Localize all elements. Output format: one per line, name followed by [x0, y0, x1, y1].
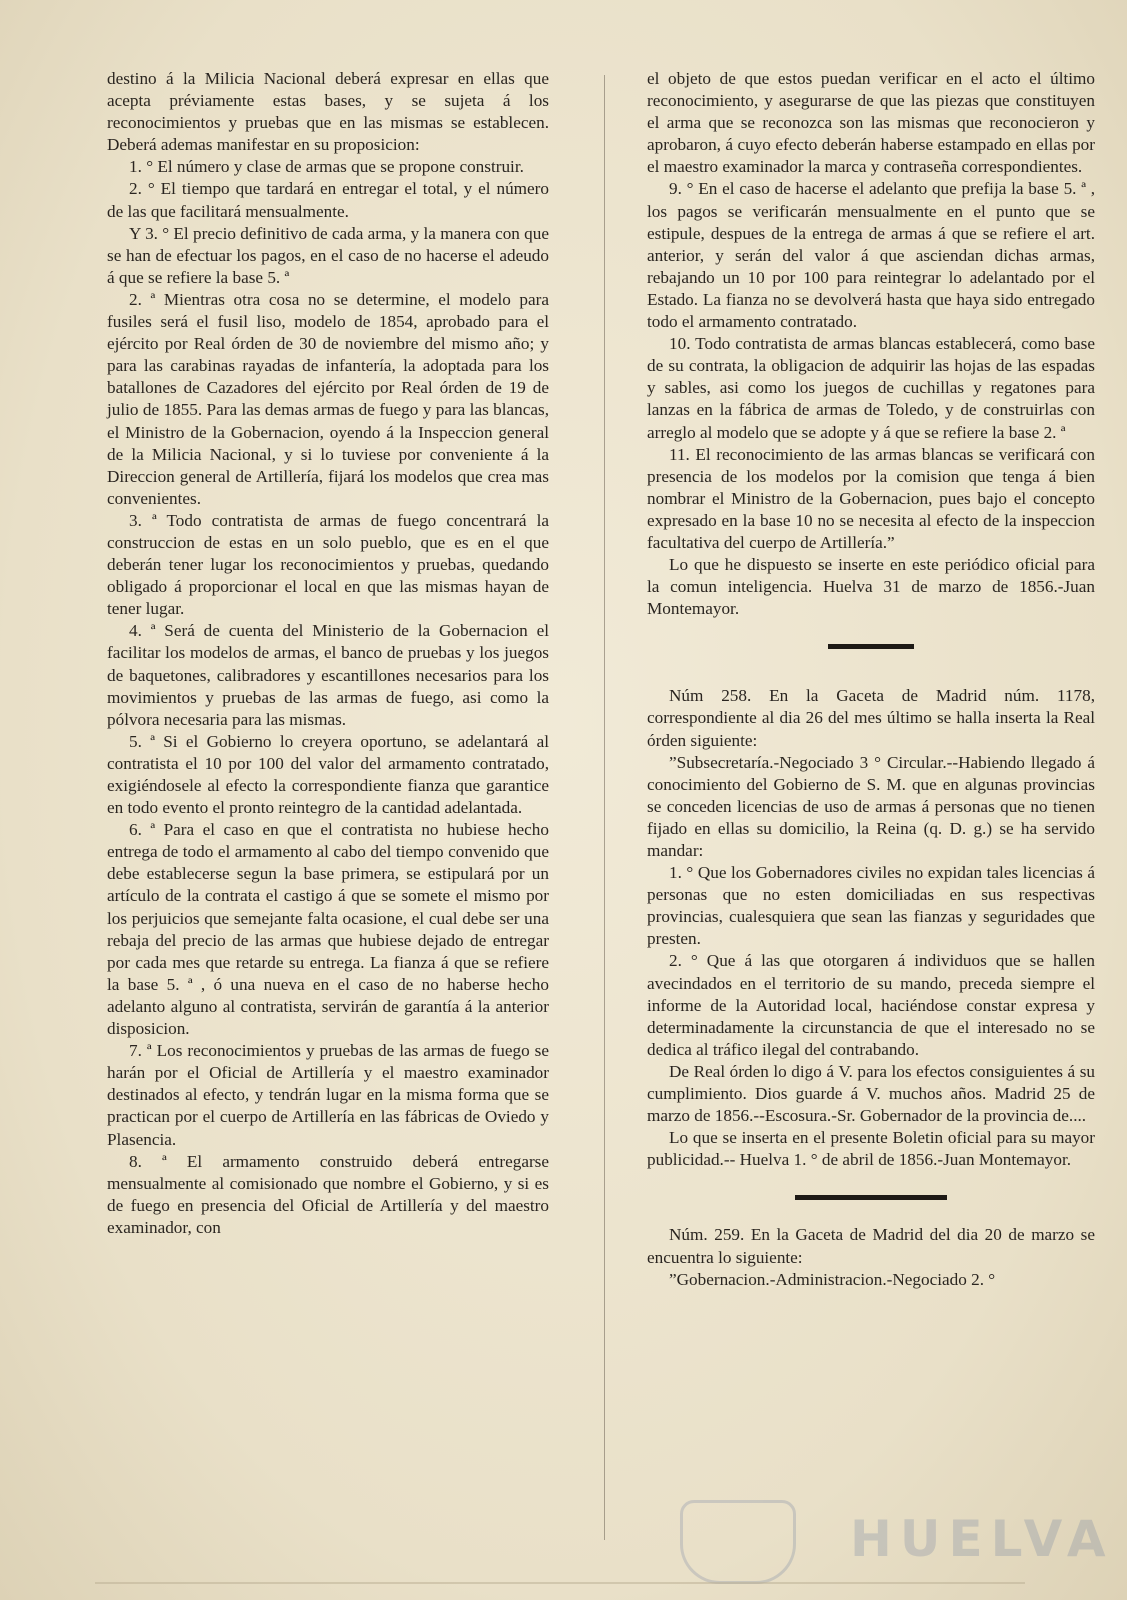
paragraph: Núm 258. En la Gaceta de Madrid núm. 1178, correspondiente al dia 26 del mes último se halla inserta la Real órden siguiente:: [647, 686, 1095, 750]
paragraph: 6. ª Para el caso en que el contratista no hubiese hecho entrega de todo el armamento al cabo del tiempo convenido que debe establecerse segun la base primera, se estipulará por un artículo de la contrata el castigo á que se somete el mismo por los perjuicios que semejante falta ocasione, el cual debe ser una rebaja del precio de las armas que hubiese dejado de entregar por cada mes que retarde su entrega. La fianza á que se refiere la base 5. ª , ó una nueva en el caso de no haberse hecho adelanto alguno al contratista, servirán de garantía á la anterior disposicion.: [107, 820, 549, 1039]
paragraph: Lo que se inserta en el presente Boletin oficial para su mayor publicidad.-- Huelva 1. ° de abril de 1856.-Juan Montemayor.: [647, 1128, 1095, 1170]
paragraph: 8. ª El armamento construido deberá entregarse mensualmente al comisionado que nombre el Gobierno, y si es de fuego en presencia del Oficial de Artillería y del maestro examinador, con: [107, 1151, 549, 1237]
watermark-text: HUELVA: [850, 1510, 1114, 1568]
left-column: [107, 68, 549, 1239]
paragraph: 7. ª Los reconocimientos y pruebas de las armas de fuego se harán por el Oficial de Artillería y el maestro examinador destinados al efecto, y tendrán lugar en la misma forma que se practican por el cuerpo de Artillería en las fábricas de Oviedo y Plasencia.: [107, 1041, 549, 1149]
paragraph: 3. ª Todo contratista de armas de fuego concentrará la construccion de estas en un solo pueblo, que es en el que deberán tener lugar los reconocimientos y pruebas, quedando obligado á proporcionar el local en que las mismas hayan de tener lugar.: [107, 510, 549, 619]
paragraph: 1. ° El número y clase de armas que se propone construir.: [129, 157, 524, 177]
paragraph: Núm. 259. En la Gaceta de Madrid del dia 20 de marzo se encuentra lo siguiente:: [647, 1225, 1095, 1267]
column-divider: [604, 75, 605, 1540]
right-column: [647, 68, 1095, 1291]
paragraph: destino á la Milicia Nacional deberá expresar en ellas que acepta préviamente estas bases, y se sujeta á los reconocimientos y pruebas que en las mismas se establecen. Deberá ademas manifestar en su proposicion:: [107, 69, 549, 155]
paragraph: el objeto de que estos puedan verificar en el acto el último reconocimiento, y asegurarse de que las piezas que constituyen el arma que se reconozca son las mismas que reconocieron y aprobaron, á cuyo efecto deberán haberse estampado en ellas por el maestro examinador la marca y contraseña correspondientes.: [647, 69, 1095, 177]
paragraph: 11. El reconocimiento de las armas blancas se verificará con presencia de los modelos por la comision que tenga á bien nombrar el Ministro de la Gobernacion, pues bajo el concepto expresado en la base 10 no se necesita al efecto de la inspeccion facultativa del cuerpo de Artillería.”: [647, 444, 1095, 552]
paragraph: 5. ª Si el Gobierno lo creyera oportuno, se adelantará al contratista el 10 por 100 del valor del armamento contratado, exigiéndosele al efecto la correspondiente fianza que garantice en todo evento el pronto reintegro de la cantidad adelantada.: [107, 731, 549, 818]
paragraph: 2. ° El tiempo que tardará en entregar el total, y el número de las que facilitará mensualmente.: [107, 179, 549, 221]
bottom-edge-mark: [95, 1582, 1025, 1584]
paragraph: Lo que he dispuesto se inserte en este periódico oficial para la comun inteligencia. Huelva 31 de marzo de 1856.-Juan Montemayor.: [647, 555, 1095, 619]
paragraph: ”Subsecretaría.-Negociado 3 ° Circular.--Habiendo llegado á conocimiento del Gobierno de S. M. que en algunas provincias se conceden licencias de uso de armas á personas que no tienen fijado en ellas su domicilio, la Reina (q. D. g.) se ha servido mandar:: [647, 752, 1095, 860]
paragraph: 1. ° Que los Gobernadores civiles no expidan tales licencias á personas que no esten domiciliadas en sus respectivas provincias, cualesquiera que sean las fianzas y seguridades que presten.: [647, 863, 1095, 949]
paragraph: 10. Todo contratista de armas blancas establecerá, como base de su contrata, la obligacion de adquirir las hojas de las espadas y sables, asi como los juegos de cuchillas y regatones para lanzas en la fábrica de armas de Toledo, y de construirlas con arreglo al modelo que se adopte y á que se refiere la base 2. ª: [647, 334, 1095, 442]
section-separator: [828, 644, 914, 649]
paragraph: ”Gobernacion.-Administracion.-Negociado 2. °: [669, 1269, 996, 1289]
paragraph: 9. ° En el caso de hacerse el adelanto que prefija la base 5. ª , los pagos se verificarán mensualmente en el punto que se estipule, despues de la entrega de armas á que se refiere el art. anterior, y serán del valor á que asciendan dichas armas, rebajando un 10 por 100 para reintegrar lo adelantado por el Estado. La fianza no se devolverá hasta que haya sido entregado todo el armamento contratado.: [647, 179, 1095, 332]
paragraph: 2. ° Que á las que otorgaren á individuos que se hallen avecindados en el territorio de su mando, preceda siempre el informe de la Autoridad local, haciéndose constar expresa y determinadamente la circunstancia de que el interesado no se dedica al tráfico ilegal del contrabando.: [647, 951, 1095, 1059]
paragraph: 4. ª Será de cuenta del Ministerio de la Gobernacion el facilitar los modelos de armas, el banco de pruebas y los juegos de baquetones, calibradores y escantillones necesarios para los movimientos y pruebas de las armas de fuego, asi como la pólvora necesaria para las mismas.: [107, 621, 549, 729]
paragraph: 2. ª Mientras otra cosa no se determine, el modelo para fusiles será el fusil liso, modelo de 1854, aprobado para el ejército por Real órden de 30 de noviembre del mismo año; y para las carabinas rayadas de infantería, la adoptada para los batallones de Cazadores del ejército por Real órden de 19 de julio de 1855. Para las demas armas de fuego y para las blancas, el Ministro de la Gobernacion, oyendo á la Inspeccion general de la Milicia Nacional, y si lo tuviese por conveniente á la Direccion general de Artillería, fijará los modelos que crea mas convenientes.: [107, 289, 549, 508]
watermark-stamp: [680, 1500, 1114, 1580]
coat-of-arms-icon: [680, 1500, 796, 1584]
paragraph: De Real órden lo digo á V. para los efectos consiguientes á su cumplimiento. Dios guarde á V. muchos años. Madrid 25 de marzo de 1856.--Escosura.-Sr. Gobernador de la provincia de....: [647, 1061, 1095, 1126]
section-separator: [795, 1195, 947, 1200]
paragraph: Y 3. ° El precio definitivo de cada arma, y la manera con que se han de efectuar los pagos, en el caso de no hacerse el adeudo á que se refiere la base 5. ª: [107, 223, 549, 287]
